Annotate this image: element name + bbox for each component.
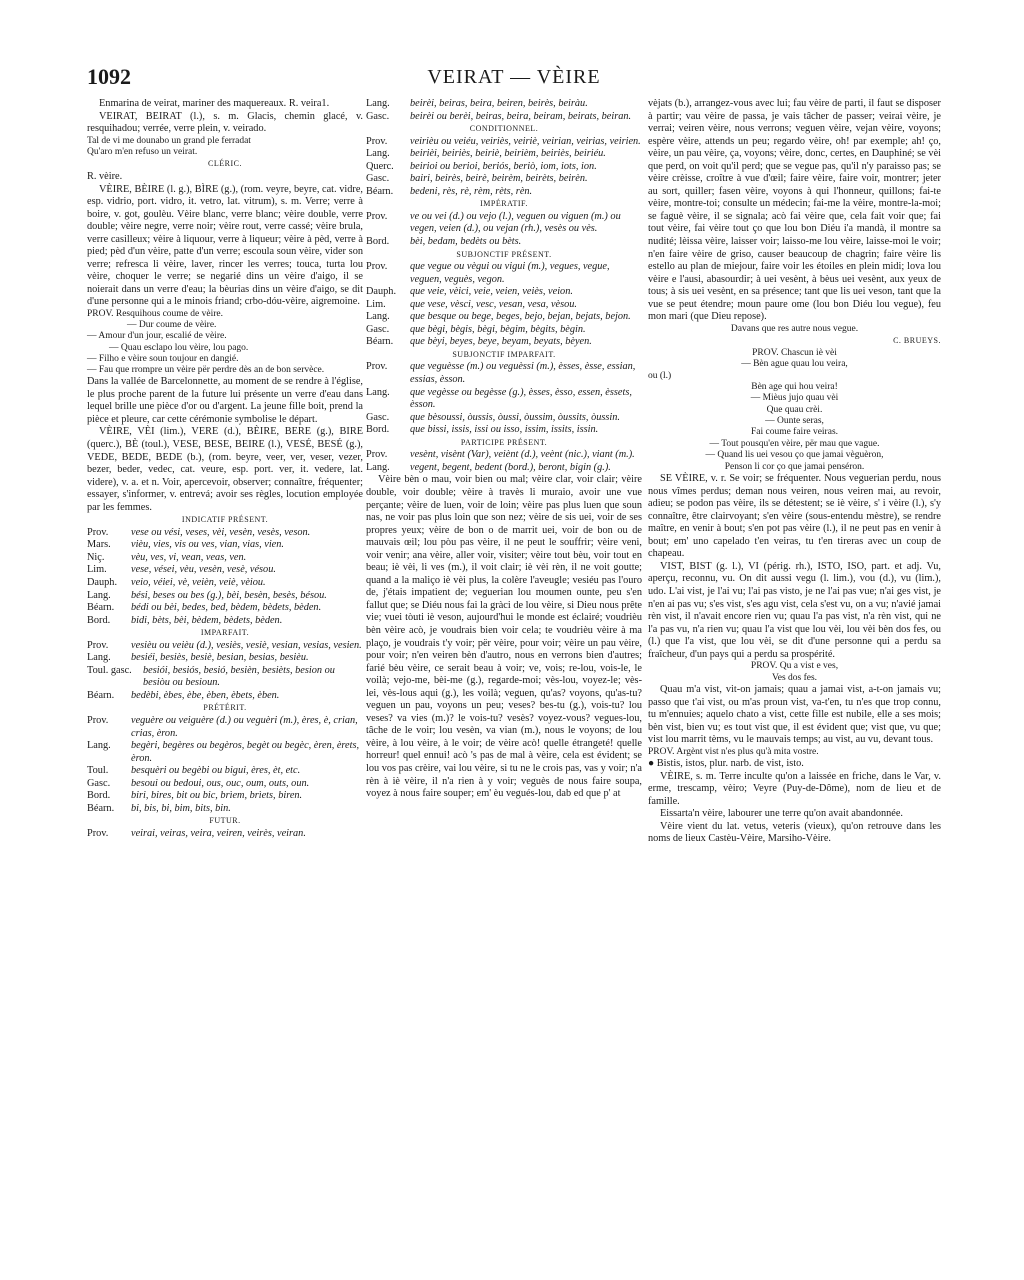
dialect-label: Lang. xyxy=(366,386,390,398)
dialect-label: Gasc. xyxy=(366,411,390,423)
dialect-label: Niç. xyxy=(87,551,105,563)
conjugation-table xyxy=(366,449,642,474)
proverb: PROV. Argènt vist n'es plus qu'à mita vostre. xyxy=(648,746,819,757)
conjugation-row xyxy=(366,387,642,412)
entry-veire-verb: VÈIRE, VÈI (lim.), VERE (d.), BÈIRE, BERE (g.), BIRE (querc.), BÈ (toul.), VESE, BESE, BEIRE (l.), VESÉ, BESÉ (g.), VEDE, BEDE, BEDE (b.), (rom. beyre, veer, ver, veser, vezer, bezer, beder, vedec, cat. veure, esp. port. ver, it. vedere, lat. videre), v. a. et n. Voir, apercevoir, observer; connaître, fréquenter; essayer, s'informer, v. entrevá; avoir ses règles, locution employée par les femmes. xyxy=(87,426,363,513)
proverb: — Fau que rrompre un vèire për perdre dès an de bon servèce. xyxy=(87,365,325,376)
conjugation-row xyxy=(87,539,363,552)
conjugation-row xyxy=(87,602,363,615)
conjugation-forms: veirièu ou veiéu, veiriès, veiriè, veirian, veirias, veirien. xyxy=(410,135,641,147)
running-title: VEIRAT — VÈIRE xyxy=(427,66,601,88)
conjugation-forms: ve ou vei (d.) ou vejo (l.), veguen ou viguen (m.) ou vegen, veien (d.), ou vejan (rh.), vesès ou vès. xyxy=(410,210,621,235)
verse-line: Qu'aro m'en refuso un veirat. xyxy=(87,147,198,158)
entry-text: ● Bistis, istos, plur. narb. de vist, isto. xyxy=(648,758,804,770)
conjugation-forms: que vese, vèsci, vesc, vesan, vesa, vèsou. xyxy=(410,298,577,310)
proverb: PROV. Resquihous coume de vèire. xyxy=(87,309,223,320)
entry-text: Vèire vient du lat. vetus, veteris (vieux), qu'on retrouve dans les noms de lieux Castèu-Vèire, Marsiho-Vèire. xyxy=(648,820,941,845)
conjugation-row xyxy=(366,136,642,149)
entry-text: Eissarta'n vèire, labourer une terre qu'on avait abandonnée. xyxy=(660,808,904,820)
proverb: — Dur coume de vèire. xyxy=(127,320,217,331)
dialect-label: Béarn. xyxy=(366,336,394,348)
dialect-label: Béarn. xyxy=(87,802,115,814)
conjugation-row xyxy=(366,148,642,161)
section-label: FUTUR. xyxy=(209,816,241,826)
proverb: Fai coume faire veiras. xyxy=(750,427,839,438)
conjugation-row xyxy=(366,236,642,249)
conjugation-row xyxy=(87,577,363,590)
dialect-label: Prov. xyxy=(87,639,109,651)
conjugation-row xyxy=(87,564,363,577)
conjugation-table xyxy=(366,98,642,123)
section-label: IMPARFAIT. xyxy=(200,628,250,638)
section-label: IMPÉRATIF. xyxy=(480,199,528,209)
conjugation-forms: vese, vései, vèu, vesèn, vesè, vésou. xyxy=(131,564,276,576)
dialect-label: Prov. xyxy=(87,526,109,538)
dialect-label: Toul. xyxy=(87,765,109,777)
dialect-label: Gasc. xyxy=(366,173,390,185)
dialect-label: Toul. gasc. xyxy=(87,664,132,676)
entry-text: Enmarina de veirat, mariner des maquereaux. R. veira1. xyxy=(99,98,330,109)
conjugation-forms: besquèri ou begèbi ou bigui, ères, èt, etc. xyxy=(131,765,301,777)
conjugation-row xyxy=(87,790,363,803)
conjugation-forms: que veie, vèici, veie, veien, veiès, veion. xyxy=(410,286,573,298)
conjugation-row xyxy=(366,311,642,324)
section-label: CONDITIONNEL. xyxy=(469,124,539,134)
conjugation-row xyxy=(87,803,363,816)
conjugation-row xyxy=(366,361,642,386)
proverb: Bèn age qui hou veira! xyxy=(751,381,838,392)
entry-veire-noun: VÈIRE, s. m. Terre inculte qu'on a laissée en friche, dans le Var, v. erme, trescamp, vèiro; Veyre (Puy-de-Dôme), nom de lieu et de famille. xyxy=(648,770,941,807)
dialect-label: Lang. xyxy=(366,311,390,323)
verse-source: CLÉRIC. xyxy=(208,159,242,169)
conjugation-forms: bèi, bedam, bedèts ou bèts. xyxy=(410,236,522,248)
page-number: 1092 xyxy=(87,64,131,89)
conjugation-row xyxy=(366,299,642,312)
conjugation-forms: besoui ou bedoui, ous, ouc, oum, outs, oun. xyxy=(131,777,310,789)
dialect-label: Béarn. xyxy=(87,689,115,701)
conjugation-row xyxy=(87,690,363,703)
conjugation-row xyxy=(87,527,363,540)
conjugation-forms: bi, bis, bi, bim, bits, bin. xyxy=(131,802,231,814)
conjugation-forms: que bèsoussi, òussis, òussi, òussim, òussits, òussin. xyxy=(410,411,620,423)
conjugation-forms: beirièi, beiriès, beiriè, beirièm, beiriès, beiriéu. xyxy=(410,148,606,160)
dialect-label: Dauph. xyxy=(87,576,118,588)
dialect-label: Lang. xyxy=(87,589,111,601)
conjugation-forms: bési, beses ou bes (g.), bèi, besèn, besès, bésou. xyxy=(131,589,327,601)
dialect-label: Lim. xyxy=(366,298,386,310)
conjugation-forms: vesièu ou veièu (d.), vesiès, vesiè, vesian, vesias, vesien. xyxy=(131,639,362,651)
conjugation-row xyxy=(366,161,642,174)
conjugation-forms: bairi, beirès, beirè, beirèm, beirèts, beirèn. xyxy=(410,173,588,185)
dialect-label: Lang. xyxy=(366,461,390,473)
dialect-label: Prov. xyxy=(366,449,388,461)
conjugation-forms: vesènt, visènt (Var), veiènt (d.), veènt (nic.), viant (m.). xyxy=(410,449,635,461)
conjugation-forms: vegent, begent, bedent (bord.), beront, bigin (g.). xyxy=(410,461,611,473)
conjugation-row xyxy=(366,424,642,437)
conjugation-row xyxy=(366,412,642,425)
conjugation-row xyxy=(366,324,642,337)
dialect-label: Bord. xyxy=(366,424,390,436)
conjugation-table xyxy=(366,361,642,436)
entry-text: R. vèire. xyxy=(87,171,123,182)
dialect-label: Gasc. xyxy=(87,777,111,789)
dialect-label: Dauph. xyxy=(366,286,397,298)
conjugation-forms: vièu, vies, vis ou ves, vian, vias, vien. xyxy=(131,539,284,551)
dialect-label: Prov. xyxy=(87,715,109,726)
dialect-label: Béarn. xyxy=(366,185,394,197)
dialect-label: Lang. xyxy=(87,740,111,752)
conjugation-row xyxy=(87,590,363,603)
proverb: ou (l.) xyxy=(648,370,672,381)
section-label: INDICATIF PRÉSENT. xyxy=(181,515,269,525)
verse-line: Davans que res autre nous vegue. xyxy=(730,323,859,334)
dialect-label: Prov. xyxy=(87,827,109,839)
page-header xyxy=(87,64,941,94)
conjugation-forms: beirioi ou berioi, beriós, beriò, iom, iots, ion. xyxy=(410,160,597,172)
conjugation-forms: besiói, besiós, besió, besièn, besièts, besion ou besiòu ou besioun. xyxy=(143,664,335,689)
proverb: Que quau crèi. xyxy=(766,404,823,415)
entry-se-veire: SE VÈIRE, v. r. Se voir; se fréquenter. Nous veguerian perdu, nous nous vîmes perdus; deman nous veiren, nous veiren mai, au revoir, adieu; se podon pas vèire, ils se détestent; se iè vèire, s' i vèire (l.), s'y connaître, être clairvoyant; s'en vèire (sous-entendu mèstre), se rendre maître, en venir à bout; s'en pot pas vèire (l.), il ne peut pas en venir à bout; em' uno capelado t'en veiras, tu t'en tireras avec un coup de chapeau. xyxy=(648,473,941,560)
proverb: — Quau esclapo lou vèire, lou pago. xyxy=(109,342,249,353)
conjugation-row xyxy=(87,652,363,665)
conjugation-forms: besiéi, besiès, besiè, besian, besias, besièu. xyxy=(131,652,309,664)
section-label: SUBJONCTIF PRÉSENT. xyxy=(456,249,552,259)
conjugation-forms: biri, bires, bit ou bic, brìem, brìets, biren. xyxy=(131,790,303,802)
dialect-label: Querc. xyxy=(366,160,394,172)
dialect-label: Prov. xyxy=(366,361,388,373)
conjugation-forms: que veguèsse (m.) ou veguèssi (m.), èsses, èsse, essian, essias, èsson. xyxy=(410,361,636,386)
dialect-label: Lim. xyxy=(87,564,107,576)
column-2 xyxy=(366,98,642,801)
conjugation-row xyxy=(87,715,363,740)
conjugation-row xyxy=(366,261,642,286)
dialect-label: Lang. xyxy=(366,98,390,109)
conjugation-forms: vèu, ves, vi, vean, veas, ven. xyxy=(131,551,247,563)
section-label: PRÉTÉRIT. xyxy=(203,703,247,713)
proverb: — Amour d'un jour, escalié de vèire. xyxy=(87,331,227,342)
conjugation-row xyxy=(87,640,363,653)
dialect-label: Bord. xyxy=(87,614,111,626)
conjugation-forms: bidi, bèts, bèi, bèdem, bèdets, bèden. xyxy=(131,614,283,626)
entry-veirat: VEIRAT, BEIRAT (l.), s. m. Glacis, chemin glacé, v. resquihadou; verrée, verre plein, v. veirado. xyxy=(87,110,363,135)
conjugation-row xyxy=(366,449,642,462)
proverb: Penson li cor ço que jamai penséron. xyxy=(724,461,865,472)
conjugation-forms: vese ou vési, veses, vèi, vesèn, vesès, veson. xyxy=(131,526,311,538)
conjugation-forms: que bèyi, beyes, beye, beyam, beyats, bèyen. xyxy=(410,336,592,348)
conjugation-row xyxy=(87,665,363,690)
conjugation-forms: que besque ou bege, beges, bejo, bejan, bejats, bejon. xyxy=(410,311,631,323)
proverb: — Ounte seras, xyxy=(765,416,824,427)
conjugation-row xyxy=(87,615,363,628)
conjugation-forms: beirèi ou berèi, beiras, beira, beiram, beirats, beiran. xyxy=(410,110,632,122)
conjugation-row xyxy=(87,740,363,765)
conjugation-forms: veio, véiei, vè, veièn, veiè, vèiou. xyxy=(131,576,266,588)
conjugation-table xyxy=(366,261,642,349)
proverb: — Bèn ague quau lou veira, xyxy=(741,359,848,370)
dialect-label: Gasc. xyxy=(366,323,390,335)
proverb: — Mièus jujo quau vèi xyxy=(750,393,839,404)
conjugation-row xyxy=(366,186,642,199)
conjugation-forms: begèri, begères ou begèros, begèt ou begèc, èren, èrets, èron. xyxy=(131,740,360,764)
proverb: — Tout pousqu'en vèire, për mau que vague. xyxy=(709,438,880,449)
proverb: — Quand lis uei vesou ço que jamai vèguèron, xyxy=(705,450,884,461)
proverb: PROV. Qu a vist e ves, xyxy=(750,661,839,672)
conjugation-forms: que vegue ou vègui ou vigui (m.), vegues, vegue, veguen, veguès, vegon. xyxy=(410,261,610,285)
conjugation-forms: bedeni, rès, rè, rèm, rèts, rèn. xyxy=(410,185,533,197)
section-label: SUBJONCTIF IMPARFAIT. xyxy=(452,349,556,359)
dialect-label: Gasc. xyxy=(366,110,390,122)
conjugation-row xyxy=(366,462,642,475)
conjugation-row xyxy=(366,111,642,124)
conjugation-forms: beirèi, beiras, beira, beiren, beirès, beiràu. xyxy=(410,98,588,109)
dialect-label: Lang. xyxy=(87,652,111,664)
section-label: PARTICIPE PRÉSENT. xyxy=(460,437,548,447)
dialect-label: Prov. xyxy=(366,135,388,147)
column-1 xyxy=(87,98,363,840)
entry-vist: VIST, BIST (g. l.), VI (périg. rh.), ISTO, ISO, part. et adj. Vu, aperçu, reconnu, vu. On dit aussi vegu (l. lim.), vou (d.), vu (lim.), udo. L'ai vist, je l'ai vu; l'ai pas visto, je ne l'ai pas vue; n'ai ges vist, je n'en ai pas vu; s'es vist, s'es agu vist, cela s'est vu, on a vu; n'avié jamai rèn vist, il n'avait encore rien vu; quau l'a pas vist, n'a rèn vist, qui ne l'a pas vu, n'a rien vu; quau l'a vist que lou vèi, lou vèi bèn dos fes, ou (l.) que l'a vist, que lou vèi, se dit d'une personne qui a perdu sa fraîcheur, d'un pays qui a perdu sa prospérité. xyxy=(648,560,941,660)
proverb: PROV. Chascun iè vèi xyxy=(752,347,837,358)
dialect-label: Bord. xyxy=(366,236,390,248)
conjugation-forms: bédi ou bèi, bedes, bed, bèdem, bèdets, bèden. xyxy=(131,602,322,614)
conjugation-forms: veirai, veiras, veira, veiren, veirès, veiran. xyxy=(131,827,306,839)
conjugation-table xyxy=(366,136,642,199)
verse-line: Tal de vi me dounabo un grand ple ferradat xyxy=(87,135,251,146)
conjugation-forms: que vegèsse ou begèsse (g.), èsses, èsso, essen, èssets, èsson. xyxy=(410,386,632,411)
conjugation-table xyxy=(87,715,363,815)
conjugation-table xyxy=(366,211,642,249)
entry-veire: VÈIRE, BÈIRE (l. g.), BÌRE (g.), (rom. veyre, beyre, cat. vidre, esp. vidrio, port. vidro, it. vetro, lat. vitrum), s. m. Verre; verre à boire, v. got, goulèu. Vèire blanc, verre blanc; vèire double, verre double; vèire negre, verre noir; vèire rout, verre cassé; vèire brula, verre casilleux; vèire à liquour, verre à liqueur; vèire à pèd, verre à pied; pèd d'un vèire, patte d'un verre; escoula soun vèire, vider son verre; refresca li vèire, laver, rincer les verres; touca, turta lou vèire, choquer le verre; se negarié dins un vèire d'aigo, il se noierait dans un verre d'eau; la bèurias dins un vèire d'aigo, se dit d'une personne qui a le minois friand; crbo-dóu-vèire, aigremoine. xyxy=(87,183,363,308)
verse-source: C. BRUEYS. xyxy=(893,336,941,346)
conjugation-row xyxy=(366,286,642,299)
column-3 xyxy=(648,98,941,846)
conjugation-table xyxy=(87,828,363,841)
conjugation-forms: que bissi, issis, issi ou isso, issim, issits, issin. xyxy=(410,424,599,436)
conjugation-table xyxy=(87,527,363,627)
entry-text: Dans la vallée de Barcelonnette, au moment de se rendre à l'église, le plus proche parent de la future lui présente un verre d'eau dans lequel brille une pièce d'or ou d'argent. La jeune fille boit, prend la pièce et pleure, car cette cérémonie symbolise le départ. xyxy=(87,376,363,425)
entry-text: Vèire bèn o mau, voir bien ou mal; vèire clar, voir clair; vèire double, voir double; vèire à travès li muraio, avoir une vue perçante; vèire de luen, voir de loin; vèire pas plus luen que soun nas, ne voir pas plus loin que son nez; vèire de sis uei, voir de ses propres yeux; vèire de bon o de marrit uei, voir de bon ou de mauvais œil; lou pòu pas vèire, il ne peut le souffrir; vèire veni, voir venir; ana vèire, aller voir, visiter; vèire tout bèu, voir tout en beau; iè vèi, li ves (m.), il voit clair; iè vèi rèn, il ne voit goutte; quand a la maliço iè vèi plus, la colère l'aveugle; vesiéu pas l'ouro de, j'étais impatient de; veguerian lou moumen ounte, peu s'en fallut que; se Diéu nous fai la gràci de lou vèire, si Dieu nous prête vie; vuei tòuti iè veson, aujourd'hui le monde est éclairé; voudrièu bèn vèire acò, je voudrais bien voir cela; te voudrièu vèire à ma plaço, je voudrais t'y voir; për vèire, pour voir; vèire un pau vèire, pour voir; n'en veiren bèn d'autro, nous en verrons bien d'autres; farié bèu vèire, ce serait beau à voir; ve, vois; re-lou, vois-le, le voilà; vejo-me, bèi-me (g.), regarde-moi; vès-lou, voyez-le; vès-lei, vès-lous aqui (g.), les voilà; veguen, qu'as? voyons, qu'as-tu? veguen un pau, voyons un peu; veses? bes-tu (g.), vois-tu? lou veses? va vies (m.)? le vois-tu? vesès? voyez-vous? vegues-lou, tâche de le voir; lou vesèn, va vian (m.), nous le voyons; de lou vèire, à lou vèire, à le voir; de vèire acò! quelle étrangeté! quelle horreur! quel ennui! acò 's pas de mal à vèire, cela est évident; se lou vos pas crèire, vai lou vèire, si tu ne le crois pas, vas y voir; n'a rèn à iè vèire, il n'a rien à y voir; veguès de nous faire soupa, voyez à nous faire souper; em' èu vegués-lou, dab ed que p' at xyxy=(366,474,642,800)
dialect-label: Prov. xyxy=(366,210,388,222)
conjugation-row xyxy=(366,98,642,111)
dialect-label: Prov. xyxy=(366,261,388,273)
entry-text: Quau m'a vist, vit-on jamais; quau a jamai vist, a-t-on jamais vu; passo que t'ai vist, ou m'as proun vist, va-t'en, tu n'es que trop connu, tu m'ennuies; aquelo chato a vist, cette fille est nubile, elle a ses mois; bèn vist, bien vu; es tout vist que, il est évident que; vist que, vu que; vist lou marrit tèms, vu le mauvais temps; au vist, au vu, devant tous. xyxy=(648,684,941,746)
conjugation-forms: veguère ou veiguère (d.) ou veguèri (m.), ères, è, crian, crias, èron. xyxy=(131,715,358,739)
proverb: — Filho e vèire soun toujour en dangié. xyxy=(87,353,239,364)
conjugation-row xyxy=(87,828,363,841)
conjugation-row xyxy=(87,765,363,778)
dialect-label: Bord. xyxy=(87,790,111,802)
entry-text: vèjats (b.), arrangez-vous avec lui; fau vèire de parti, il faut se disposer à partir; vau vèire de passa, je vais tâcher de passer; veirai vèire, je verrai; veiren vèire, nous verrons; veguen vèire, vejan vèire, voyons; espère vèire, attends un peu; regardo vèire, oh! par exemple; ah! ço, vèire, un pau vèire, ça, voyons; vèire, donc, certes, en Dauphiné; se vèi que perd, on voit qu'il perd; que se vegue pas, qu'il n'y paraisso pas; se vèire crèisse, croître à vue d'œil; faire vèire, faire voir, montrer; jeter au sort, quiller; fasen vèire, voyons à qui l'honneur, quillons; fai-te vèire, montre-toi; consulte un médecin; fai-me la vèire, montre-la-moi; se faguè vèire, il se signala; acò fai vèire que, cela fait voir que; fai tout vèire, fai vèire tout ço que lou bon Diéu i'a mandà, il montre sa nudité; lèissa vèire, laisser voir; laisso-me lou vèire, laisse-moi le voir; n'en faire vèire de griso, causer beaucoup de chagrin; faire vèire lis estello au plan de miejour, faire voir les étoiles en plein midi; lova lou vèire e l'ausi, abasourdir; à uei vesènt, à bèus uei vesènt, aux yeux de tous; à sis uei vesènt, en sa présence; tant que lis uei veson, tant que la vue se peut étendre; moun paure ome (lou bon Diéu lou vegue), feu mon mari (que Dieu repose). xyxy=(648,98,941,323)
conjugation-row xyxy=(366,173,642,186)
conjugation-table xyxy=(87,640,363,703)
dialect-label: Lang. xyxy=(366,148,390,160)
conjugation-row xyxy=(87,552,363,565)
conjugation-row xyxy=(366,336,642,349)
dialect-label: Béarn. xyxy=(87,602,115,614)
conjugation-forms: bedèbi, èbes, èbe, èben, èbets, èben. xyxy=(131,689,280,701)
dialect-label: Mars. xyxy=(87,539,111,551)
conjugation-row xyxy=(366,211,642,236)
conjugation-row xyxy=(87,778,363,791)
conjugation-forms: que bègi, bègis, bègi, bègim, bègits, bègin. xyxy=(410,323,586,335)
proverb: Ves dos fes. xyxy=(771,672,818,683)
